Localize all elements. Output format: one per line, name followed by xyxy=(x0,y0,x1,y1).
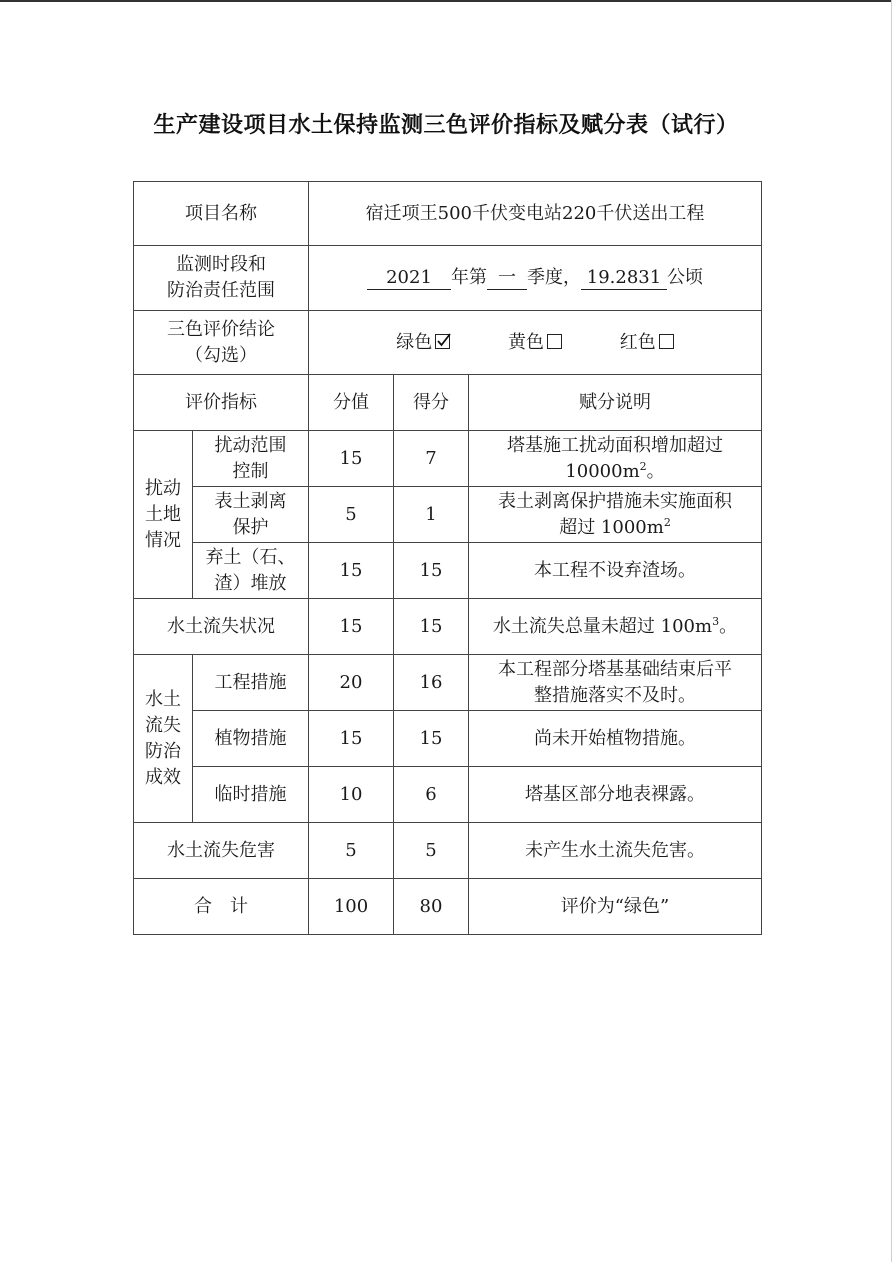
value-cell: 15 xyxy=(309,431,394,487)
explanation-cell: 本工程不设弃渣场。 xyxy=(469,543,762,599)
explanation-cell: 尚未开始植物措施。 xyxy=(469,711,762,767)
option-green: 绿色 xyxy=(396,330,450,356)
quarter-field: 一 xyxy=(487,267,527,290)
option-red: 红色 xyxy=(620,330,674,356)
indicator-name: 表土剥离 保护 xyxy=(193,487,309,543)
explanation-cell: 塔基区部分地表裸露。 xyxy=(469,767,762,823)
table-row xyxy=(134,599,762,655)
explanation-cell: 本工程部分塔基基础结束后平 整措施落实不及时。 xyxy=(469,655,762,711)
checkbox-yellow-icon[interactable] xyxy=(547,334,562,349)
explanation-cell: 表土剥离保护措施未实施面积 超过 $1000m^2$ xyxy=(469,487,762,543)
explanation-cell: 水土流失总量未超过 $100m^3$。 xyxy=(469,599,762,655)
total-explanation: 评价为“绿色” xyxy=(469,879,762,935)
table-row xyxy=(134,767,762,823)
header-explanation: 赋分说明 xyxy=(469,375,762,431)
table-row xyxy=(134,655,762,711)
score-cell: 1 xyxy=(394,487,469,543)
score-cell: 15 xyxy=(394,599,469,655)
period-value: 2021 年第 一 季度， 19.2831 公顷 xyxy=(309,246,762,311)
area-field: 19.2831 xyxy=(581,267,667,290)
total-label: 合 计 xyxy=(134,879,309,935)
explanation-cell: 未产生水土流失危害。 xyxy=(469,823,762,879)
header-score-value: 分值 xyxy=(309,375,394,431)
value-cell: 10 xyxy=(309,767,394,823)
group-label-disturbance: 扰动 土地 情况 xyxy=(134,431,193,599)
indicator-name: 水土流失危害 xyxy=(134,823,309,879)
value-cell: 15 xyxy=(309,543,394,599)
option-yellow: 黄色 xyxy=(508,330,562,356)
value-cell: 15 xyxy=(309,711,394,767)
top-border-line xyxy=(0,0,892,2)
score-cell: 7 xyxy=(394,431,469,487)
header-row xyxy=(134,375,762,431)
header-score-got: 得分 xyxy=(394,375,469,431)
score-cell: 5 xyxy=(394,823,469,879)
table-row xyxy=(134,487,762,543)
evaluation-table xyxy=(133,181,762,935)
indicator-name: 弃土（石、 渣）堆放 xyxy=(193,543,309,599)
indicator-name: 植物措施 xyxy=(193,711,309,767)
table-row xyxy=(134,711,762,767)
conclusion-options xyxy=(309,311,762,375)
project-name-value: 宿迁项王500千伏变电站220千伏送出工程 xyxy=(309,182,762,246)
indicator-name: 水土流失状况 xyxy=(134,599,309,655)
conclusion-row xyxy=(134,311,762,375)
score-cell: 15 xyxy=(394,711,469,767)
score-cell: 6 xyxy=(394,767,469,823)
indicator-name: 扰动范围 控制 xyxy=(193,431,309,487)
project-name-label: 项目名称 xyxy=(134,182,309,246)
year-field: 2021 xyxy=(367,267,451,290)
score-cell: 16 xyxy=(394,655,469,711)
conclusion-label: 三色评价结论 （勾选） xyxy=(134,311,309,375)
checkbox-green-checked-icon[interactable] xyxy=(435,334,450,349)
group-label-prevention: 水土 流失 防治 成效 xyxy=(134,655,193,823)
total-row xyxy=(134,879,762,935)
header-indicator: 评价指标 xyxy=(134,375,309,431)
value-cell: 5 xyxy=(309,823,394,879)
period-row xyxy=(134,246,762,311)
table-row xyxy=(134,823,762,879)
value-cell: 20 xyxy=(309,655,394,711)
period-label: 监测时段和 防治责任范围 xyxy=(134,246,309,311)
total-value: 100 xyxy=(309,879,394,935)
project-name-row xyxy=(134,182,762,246)
explanation-cell: 塔基施工扰动面积增加超过 $10000m^2$。 xyxy=(469,431,762,487)
score-cell: 15 xyxy=(394,543,469,599)
document-title: 生产建设项目水土保持监测三色评价指标及赋分表（试行） xyxy=(153,113,739,138)
value-cell: 15 xyxy=(309,599,394,655)
table-row xyxy=(134,431,762,487)
table-row xyxy=(134,543,762,599)
total-score: 80 xyxy=(394,879,469,935)
indicator-name: 临时措施 xyxy=(193,767,309,823)
checkbox-red-icon[interactable] xyxy=(659,334,674,349)
indicator-name: 工程措施 xyxy=(193,655,309,711)
value-cell: 5 xyxy=(309,487,394,543)
